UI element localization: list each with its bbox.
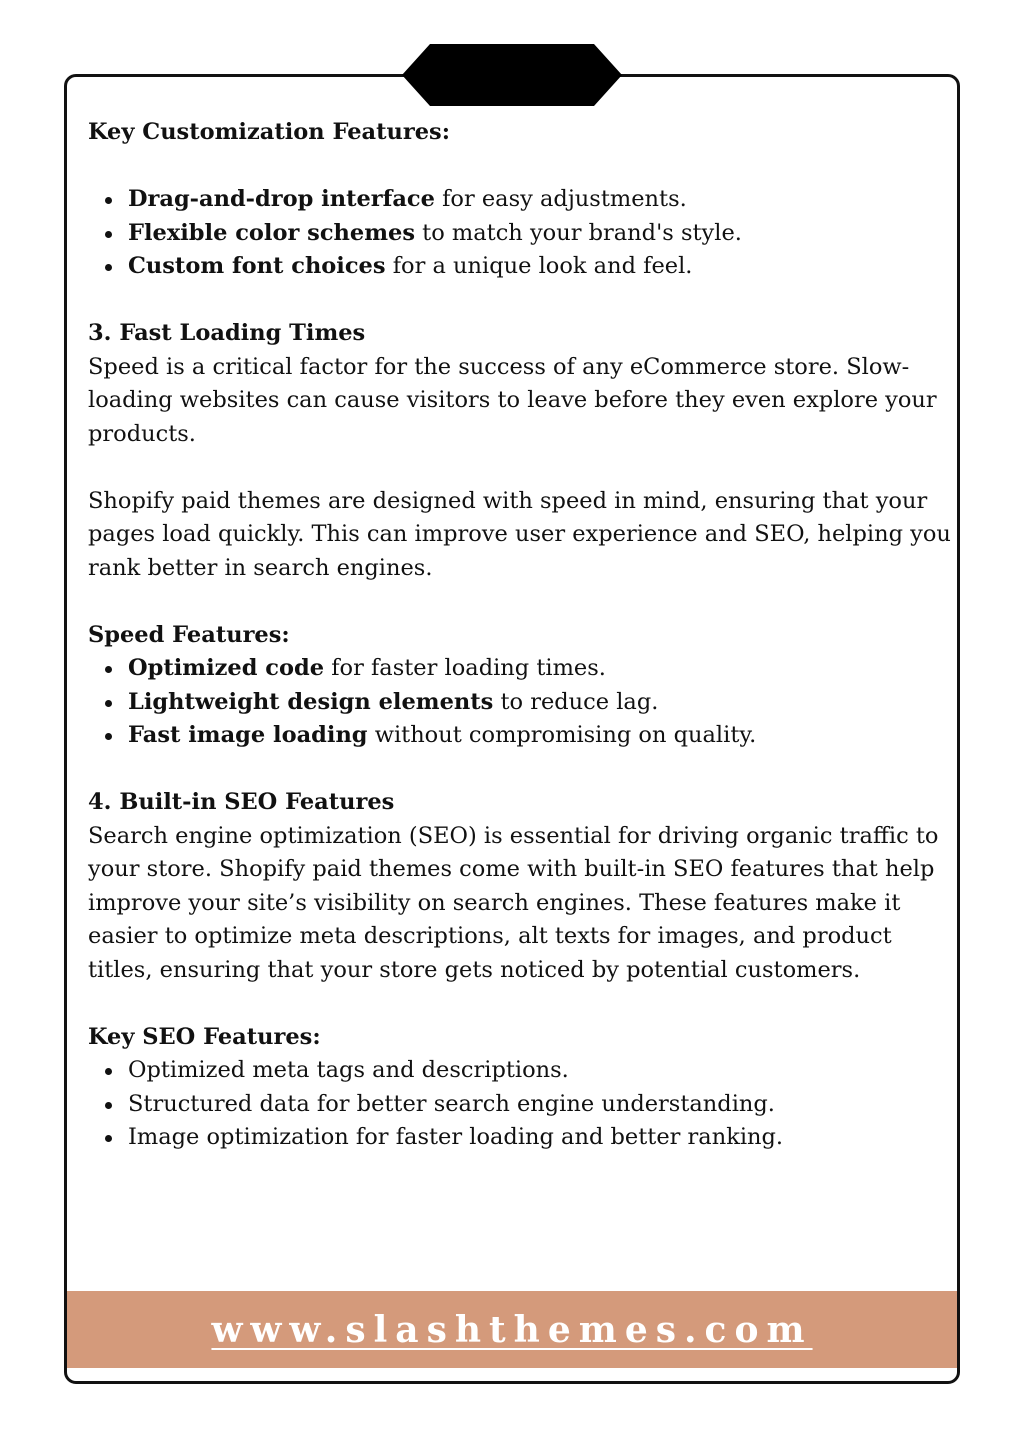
list-item-text: to match your brand's style. — [415, 219, 742, 246]
speed-features-list — [88, 652, 954, 753]
footer-band — [67, 1291, 957, 1368]
list-item-text: to reduce lag. — [493, 688, 659, 715]
list-item: Optimized meta tags and descriptions. — [88, 1054, 954, 1088]
website-link[interactable]: www.slashthemes.com — [211, 1308, 813, 1351]
list-item-text: without compromising on quality. — [367, 722, 757, 748]
list-item-bold: Flexible color schemes — [128, 219, 416, 246]
list-item: Image optimization for faster loading and better ranking. — [88, 1121, 954, 1155]
speed-features-heading: Speed Features: — [88, 621, 290, 648]
seo-features-heading: Key SEO Features: — [88, 1023, 321, 1050]
list-item — [88, 652, 954, 686]
seo-heading: 4. Built-in SEO Features — [88, 789, 395, 815]
list-item — [88, 183, 954, 217]
fast-loading-heading: 3. Fast Loading Times — [88, 320, 366, 346]
list-item — [88, 217, 954, 251]
list-item-text: for faster loading times. — [324, 655, 606, 681]
list-item-bold: Lightweight design elements — [128, 688, 494, 715]
page-content — [88, 116, 954, 1155]
list-item-bold: Fast image loading — [128, 722, 368, 748]
header-tab-decoration — [402, 44, 622, 106]
list-item-text: for easy adjustments. — [434, 186, 687, 212]
list-item-bold: Drag-and-drop interface — [128, 186, 435, 212]
customization-list — [88, 183, 954, 284]
list-item: Structured data for better search engine understanding. — [88, 1088, 954, 1122]
customization-heading: Key Customization Features: — [88, 119, 450, 145]
list-item — [88, 719, 954, 753]
seo-features-list — [88, 1054, 954, 1155]
fast-loading-paragraph-2: Shopify paid themes are designed with speed in mind, ensuring that your pages load quickly. This can improve user experience and SEO, helping you rank better in search engines. — [88, 487, 951, 581]
list-item-text: for a unique look and feel. — [385, 253, 693, 279]
list-item — [88, 250, 954, 284]
list-item-bold: Custom font choices — [128, 253, 386, 279]
seo-paragraph: Search engine optimization (SEO) is essential for driving organic traffic to your store. Shopify paid themes come with built-in SEO features that help improve your site’s visibility on search engines. These features make it easier to optimize meta descriptions, alt texts for images, and product titles, ensuring that your store gets noticed by potential customers. — [88, 822, 939, 983]
fast-loading-paragraph-1: Speed is a critical factor for the success of any eCommerce store. Slow-loading websites can cause visitors to leave before they even explore your products. — [88, 353, 937, 447]
list-item-bold: Optimized code — [128, 655, 325, 681]
list-item — [88, 686, 954, 720]
